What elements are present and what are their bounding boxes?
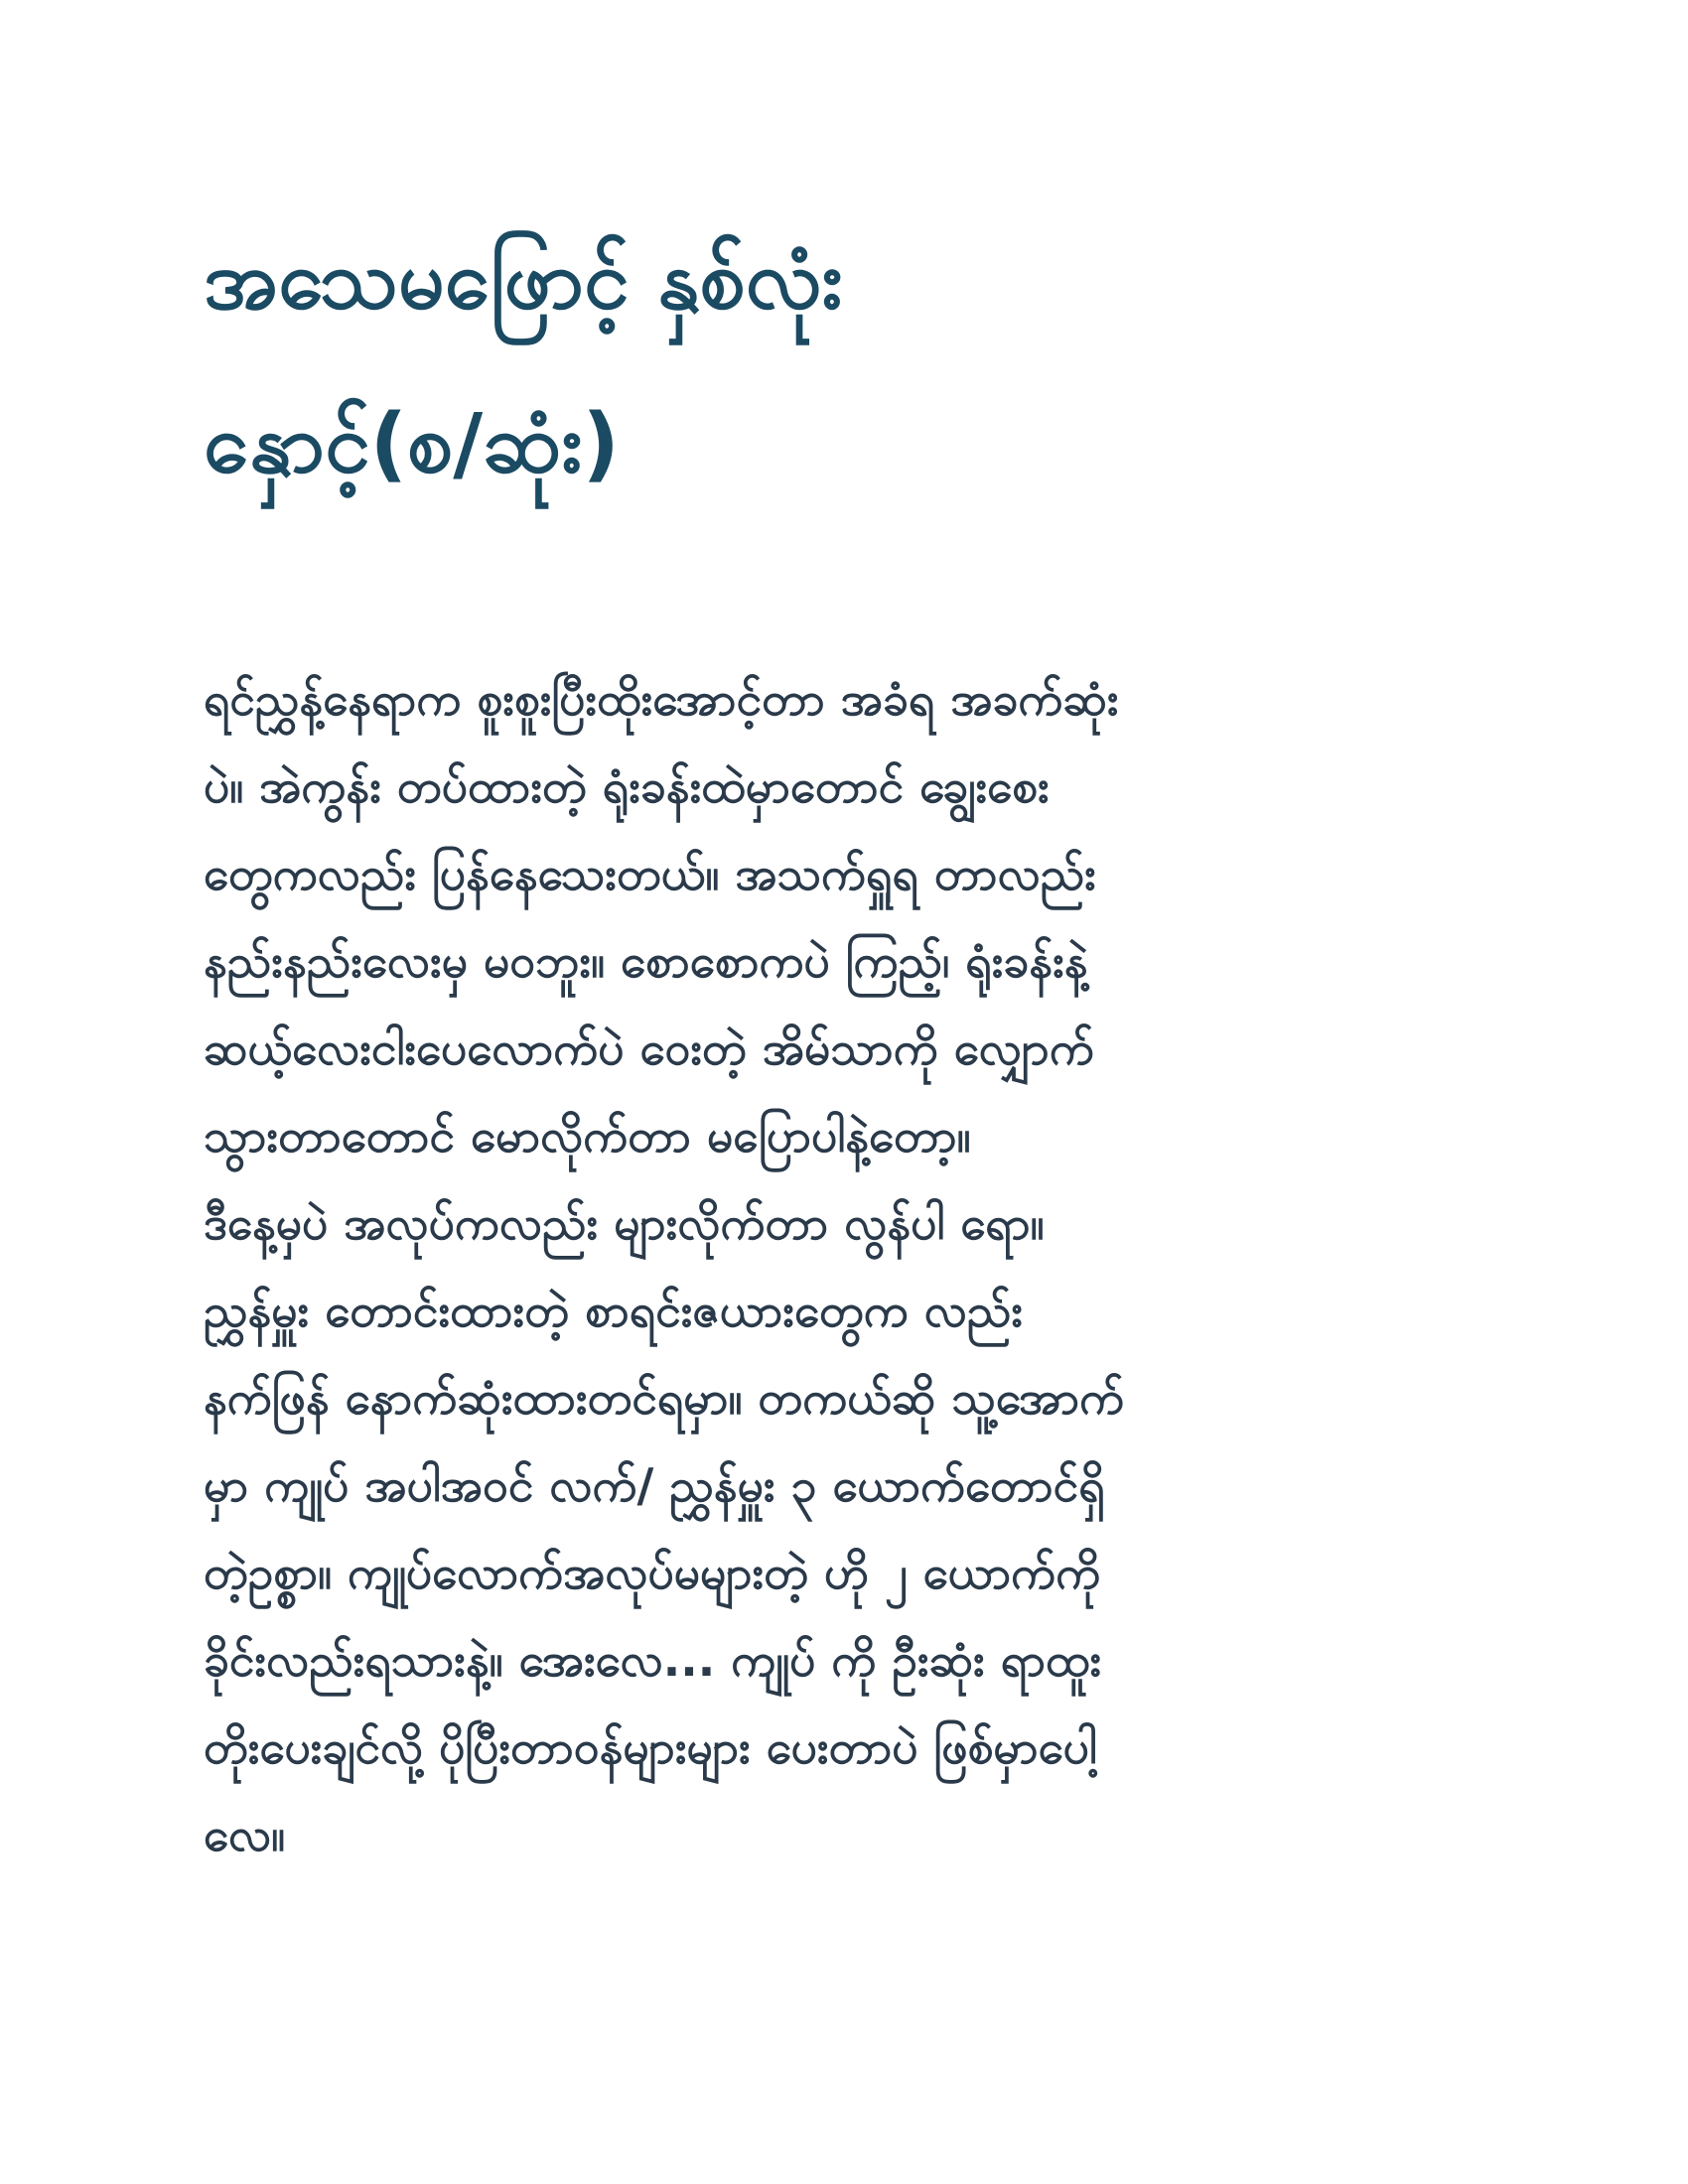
body-line: ညွှန်မှူး တောင်းထားတဲ့ စာရင်းဇယားတွေက လည်း xyxy=(204,1284,1024,1337)
body-line: မှာ ကျုပ် အပါအဝင် လက်/ ညွှန်မှူး ၃ ယောက်တောင်ရှိ xyxy=(204,1458,1105,1512)
body-line: ဒီနေ့မှပဲ အလုပ်ကလည်း များလိုက်တာ လွန်ပါ ရော။ xyxy=(204,1196,1045,1250)
title-line: အသေမဖြောင့် နှစ်လုံး xyxy=(204,233,843,328)
body-line: တွေကလည်း ပြန်နေသေးတယ်။ အသက်ရှူရ တာလည်း xyxy=(204,847,1096,900)
body-text xyxy=(204,655,1494,1878)
body-line: ပဲ။ အဲကွန်း တပ်ထားတဲ့ ရုံးခန်းထဲမှာတောင် ချွေးစေး xyxy=(204,759,1050,813)
body-line: တိုးပေးချင်လို့ ပိုပြီးတာဝန်များများ ပေးတာပဲ ဖြစ်မှာပေါ့ xyxy=(204,1720,1097,1774)
body-line: နည်းနည်းလေးမှ မဝဘူး။ စောစောကပဲ ကြည့်၊ ရုံးခန်းနဲ့ xyxy=(204,934,1088,988)
body-line: သွားတာတောင် မောလိုက်တာ မပြောပါနဲ့တော့။ xyxy=(204,1109,971,1162)
body-line: နက်ဖြန် နောက်ဆုံးထားတင်ရမှာ။ တကယ်ဆို သူ့အောက် xyxy=(204,1371,1125,1425)
body-line: လေ။ xyxy=(204,1808,286,1861)
body-line: ခိုင်းလည်းရသားနဲ့။ အေးလေ... ကျုပ် ကို ဦးဆုံး ရာထူး xyxy=(204,1633,1102,1687)
title-line: နှောင့်(စ/ဆုံး) xyxy=(204,397,620,491)
body-line: တဲ့ဥစ္စာ။ ကျုပ်လောက်အလုပ်မများတဲ့ ဟို ၂ ယောက်ကို xyxy=(204,1546,1101,1599)
document-title xyxy=(204,199,1494,526)
body-line: ဆယ့်လေးငါးပေလောက်ပဲ ဝေးတဲ့ အိမ်သာကို လျှောက် xyxy=(204,1022,1094,1075)
body-line: ရင်ညွှန့်နေရာက စူးစူးပြီးထိုးအောင့်တာ အခံရ အခက်ဆုံး xyxy=(204,672,1119,726)
